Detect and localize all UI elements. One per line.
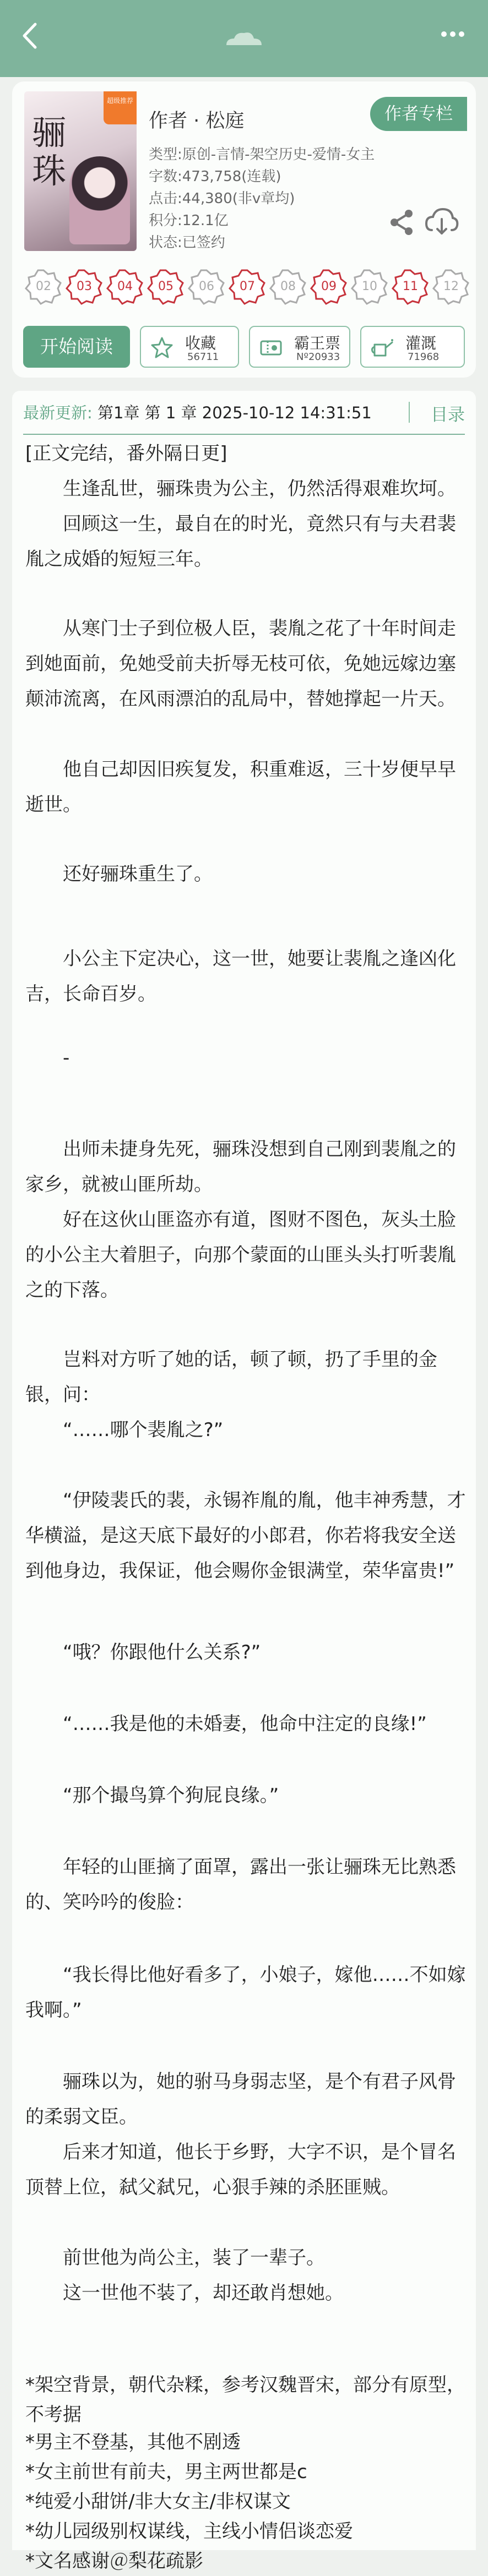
book-content bbox=[12, 391, 476, 2572]
watering-button[interactable] bbox=[360, 326, 465, 368]
book-word-count: 字数:473,758(连载) bbox=[149, 168, 281, 185]
book-cover[interactable] bbox=[24, 91, 137, 251]
volume-number: 04 bbox=[117, 280, 133, 293]
author-name[interactable]: 作者 · 松庭 bbox=[149, 110, 245, 132]
cloud-icon bbox=[223, 29, 265, 48]
author-column-button[interactable]: 作者专栏 bbox=[370, 97, 467, 131]
volume-badge[interactable] bbox=[188, 269, 225, 305]
synopsis-paragraph: 年轻的山匪摘了面罩，露出一张让骊珠无比熟悉的、笑吟吟的俊脸： bbox=[25, 1856, 456, 1913]
bawang-label: 霸王票 bbox=[294, 334, 341, 352]
volume-badge-row bbox=[25, 269, 471, 305]
top-bar bbox=[0, 0, 488, 77]
bawang-ticket-button[interactable] bbox=[249, 326, 350, 368]
water-count: 71968 bbox=[408, 351, 440, 363]
author-note: *纯爱小甜饼/非大女主/非权谋文 bbox=[25, 2491, 291, 2513]
star-icon bbox=[150, 336, 174, 360]
volume-badge[interactable] bbox=[433, 269, 469, 305]
synopsis-paragraph: 从寒门士子到位极人臣，裴胤之花了十年时间走到她面前，免她受前夫折辱无枝可依，免她远嫁边塞颠沛流离，在风雨漂泊的乱局中，替她撑起一片天。 bbox=[25, 618, 456, 710]
synopsis-paragraph: 他自己却因旧疾复发，积重难返，三十岁便早早逝世。 bbox=[25, 758, 456, 816]
collect-label: 收藏 bbox=[185, 334, 216, 352]
synopsis-paragraph: 小公主下定决心，这一世，她要让裴胤之逢凶化吉，长命百岁。 bbox=[25, 948, 456, 1005]
author-note: *幼儿园级别权谋线，主线小情侣谈恋爱 bbox=[25, 2520, 353, 2542]
volume-number: 09 bbox=[321, 280, 337, 293]
volume-badge[interactable] bbox=[107, 269, 143, 305]
synopsis-paragraph: 好在这伙山匪盗亦有道，图财不图色，灰头土脸的小公主大着胆子，向那个蒙面的山匪头头打听裴胤之的下落。 bbox=[25, 1209, 456, 1301]
volume-number: 10 bbox=[362, 280, 377, 293]
volume-number: 07 bbox=[240, 280, 255, 293]
collect-count: 56711 bbox=[187, 351, 219, 363]
synopsis-paragraph: “那个撮鸟算个狗屁良缘。” bbox=[63, 1784, 279, 1807]
toc-link[interactable]: 目录 bbox=[431, 405, 465, 425]
volume-badge[interactable] bbox=[351, 269, 388, 305]
collect-button[interactable] bbox=[140, 326, 239, 368]
volume-number: 12 bbox=[443, 280, 459, 293]
synopsis-paragraph: “哦？你跟他什么关系?” bbox=[63, 1641, 261, 1663]
synopsis-paragraph: 出师未捷身先死，骊珠没想到自己刚到裴胤之的家乡，就被山匪所劫。 bbox=[25, 1138, 456, 1196]
volume-number: 11 bbox=[403, 280, 418, 293]
book-info-card bbox=[12, 81, 476, 378]
synopsis-paragraph: [正文完结，番外隔日更] bbox=[25, 443, 227, 465]
volume-number: 06 bbox=[199, 280, 214, 293]
cover-title-art bbox=[32, 113, 66, 190]
synopsis-paragraph: 生逢乱世，骊珠贵为公主，仍然活得艰难坎坷。 bbox=[63, 478, 456, 500]
volume-badge[interactable] bbox=[311, 269, 347, 305]
volume-number: 03 bbox=[77, 280, 92, 293]
synopsis-paragraph: 这一世他不装了，却还敢肖想她。 bbox=[63, 2282, 344, 2304]
volume-number: 02 bbox=[36, 280, 51, 293]
latest-update-text: 第1章 第 1 章 2025-10-12 14:31:51 bbox=[97, 403, 372, 422]
divider bbox=[409, 402, 410, 423]
divider bbox=[23, 434, 465, 435]
volume-badge[interactable] bbox=[229, 269, 265, 305]
synopsis-paragraph: 后来才知道，他长于乡野，大字不识，是个冒名顶替上位，弑父弑兄，心狠手辣的杀胚匪贼。 bbox=[25, 2141, 456, 2198]
volume-number: 08 bbox=[280, 280, 296, 293]
book-genre: 类型:原创-言情-架空历史-爱情-女主 bbox=[149, 146, 375, 163]
volume-badge[interactable] bbox=[66, 269, 102, 305]
cover-illustration bbox=[69, 156, 130, 244]
synopsis-paragraph: “伊陵裴氏的裴，永锡祚胤的胤，他丰神秀慧，才华横溢，是这天底下最好的小郎君，你若将我安全送到他身边，我保证，他会赐你金银满堂，荣华富贵!” bbox=[25, 1489, 466, 1582]
book-status: 状态:已签约 bbox=[149, 234, 225, 251]
share-icon[interactable] bbox=[387, 207, 417, 238]
ticket-icon bbox=[259, 336, 283, 360]
synopsis-paragraph: 回顾这一生，最自在的时光，竟然只有与夫君裴胤之成婚的短短三年。 bbox=[25, 513, 456, 570]
latest-update-label: 最新更新: bbox=[23, 403, 93, 422]
more-options-icon[interactable] bbox=[441, 29, 465, 40]
start-reading-button[interactable]: 开始阅读 bbox=[23, 326, 130, 368]
synopsis-paragraph: “……我是他的未婚妻，他命中注定的良缘!” bbox=[63, 1713, 427, 1735]
synopsis-paragraph: 骊珠以为，她的驸马身弱志坚，是个有君子风骨的柔弱文臣。 bbox=[25, 2071, 456, 2128]
synopsis-paragraph: 前世他为尚公主，装了一辈子。 bbox=[63, 2247, 325, 2269]
bawang-count: Nº20933 bbox=[296, 351, 340, 363]
author-note: *架空背景，朝代杂糅，参考汉魏晋宋，部分有原型，不考据 bbox=[25, 2374, 465, 2426]
synopsis-paragraph: “……哪个裴胤之?” bbox=[63, 1419, 224, 1441]
cover-glyph: 骊 bbox=[32, 112, 67, 152]
author-note: *文名感谢＠梨花疏影 bbox=[25, 2550, 203, 2572]
water-label: 灌溉 bbox=[405, 334, 437, 352]
synopsis-paragraph: - bbox=[63, 1047, 70, 1069]
volume-badge[interactable] bbox=[25, 269, 62, 305]
synopsis-paragraph: “我长得比他好看多了，小娘子，嫁他……不如嫁我啊。” bbox=[25, 1964, 466, 2021]
volume-badge[interactable] bbox=[148, 269, 184, 305]
synopsis-paragraph: 岂料对方听了她的话，顿了顿，扔了手里的金银，问： bbox=[25, 1349, 437, 1406]
volume-number: 05 bbox=[158, 280, 173, 293]
author-note: *女主前世有前夫，男主两世都是c bbox=[25, 2461, 307, 2483]
back-arrow-icon[interactable] bbox=[17, 17, 44, 55]
download-cloud-icon[interactable] bbox=[424, 205, 459, 238]
latest-update[interactable] bbox=[23, 401, 372, 423]
volume-badge[interactable] bbox=[270, 269, 306, 305]
cover-glyph: 珠 bbox=[32, 151, 67, 191]
volume-badge[interactable] bbox=[392, 269, 429, 305]
author-note: *男主不登基，其他不剧透 bbox=[25, 2431, 241, 2453]
book-clicks: 点击:44,380(非v章均) bbox=[149, 190, 295, 207]
book-points: 积分:12.1亿 bbox=[149, 212, 229, 229]
cover-badge: 超级推荐 bbox=[104, 91, 137, 124]
synopsis-paragraph: 还好骊珠重生了。 bbox=[63, 863, 213, 885]
watering-can-icon bbox=[370, 336, 394, 360]
